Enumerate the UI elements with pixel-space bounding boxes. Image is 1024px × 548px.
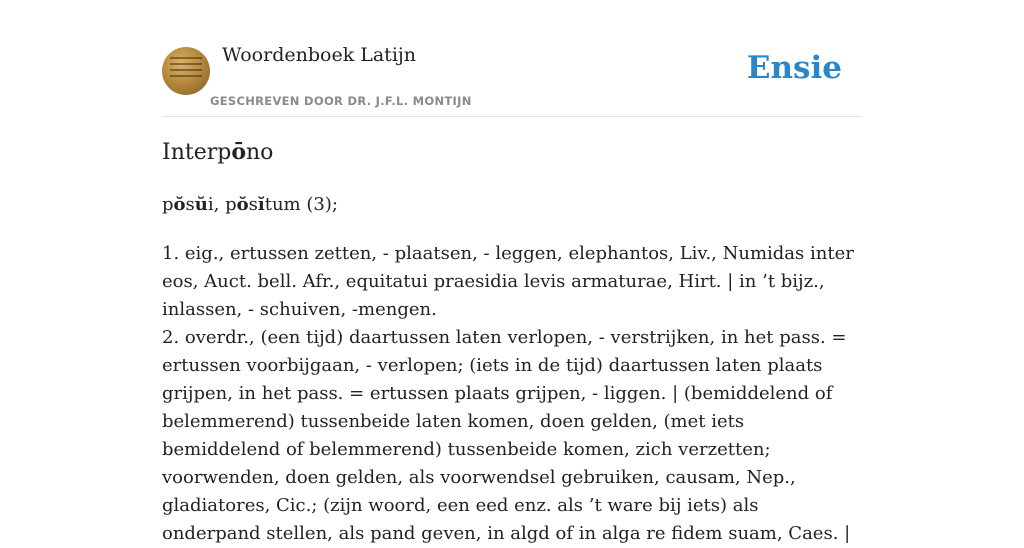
site-header xyxy=(162,0,862,117)
entry-title: Interpōno xyxy=(162,139,274,165)
brand-logo[interactable]: Ensie xyxy=(746,50,842,86)
definition-body xyxy=(162,240,862,548)
sense-2: 2. overdr., (een tijd) daartussen laten verlopen, - verstrijken, in het pass. = ertussen voorbijgaan, - verlopen; (iets in de tijd) daartussen laten plaats grijpen, in het pass. = ertussen plaats grijpen, - liggen. | (bemiddelend of belemmerend) tussenbeide laten komen, doen gelden, (met iets bemiddelend of belemmerend) tussenbeide komen, zich verzetten; voorwenden, doen gelden, als voorwendsel gebruiken, causam, Nep., gladiatores, Cic.; (zijn woord, een eed enz. als ’t ware bij iets) als onderpand stellen, als pand geven, in algd of in alga re fidem suam, Caes. | xyxy=(162,327,851,544)
site-title[interactable]: Woordenboek Latijn xyxy=(222,44,417,66)
author-line: GESCHREVEN DOOR DR. J.F.L. MONTIJN xyxy=(210,94,472,108)
dictionary-logo-icon[interactable] xyxy=(162,47,210,95)
page xyxy=(162,0,862,544)
principal-parts: pŏsŭi, pŏsĭtum (3); xyxy=(162,194,338,215)
sense-1: 1. eig., ertussen zetten, - plaatsen, - leggen, elephantos, Liv., Numidas inter eos, Auct. bell. Afr., equitatui praesidia levis armaturae, Hirt. | in ’t bijz., inlassen, - schuiven, -mengen. xyxy=(162,243,854,320)
